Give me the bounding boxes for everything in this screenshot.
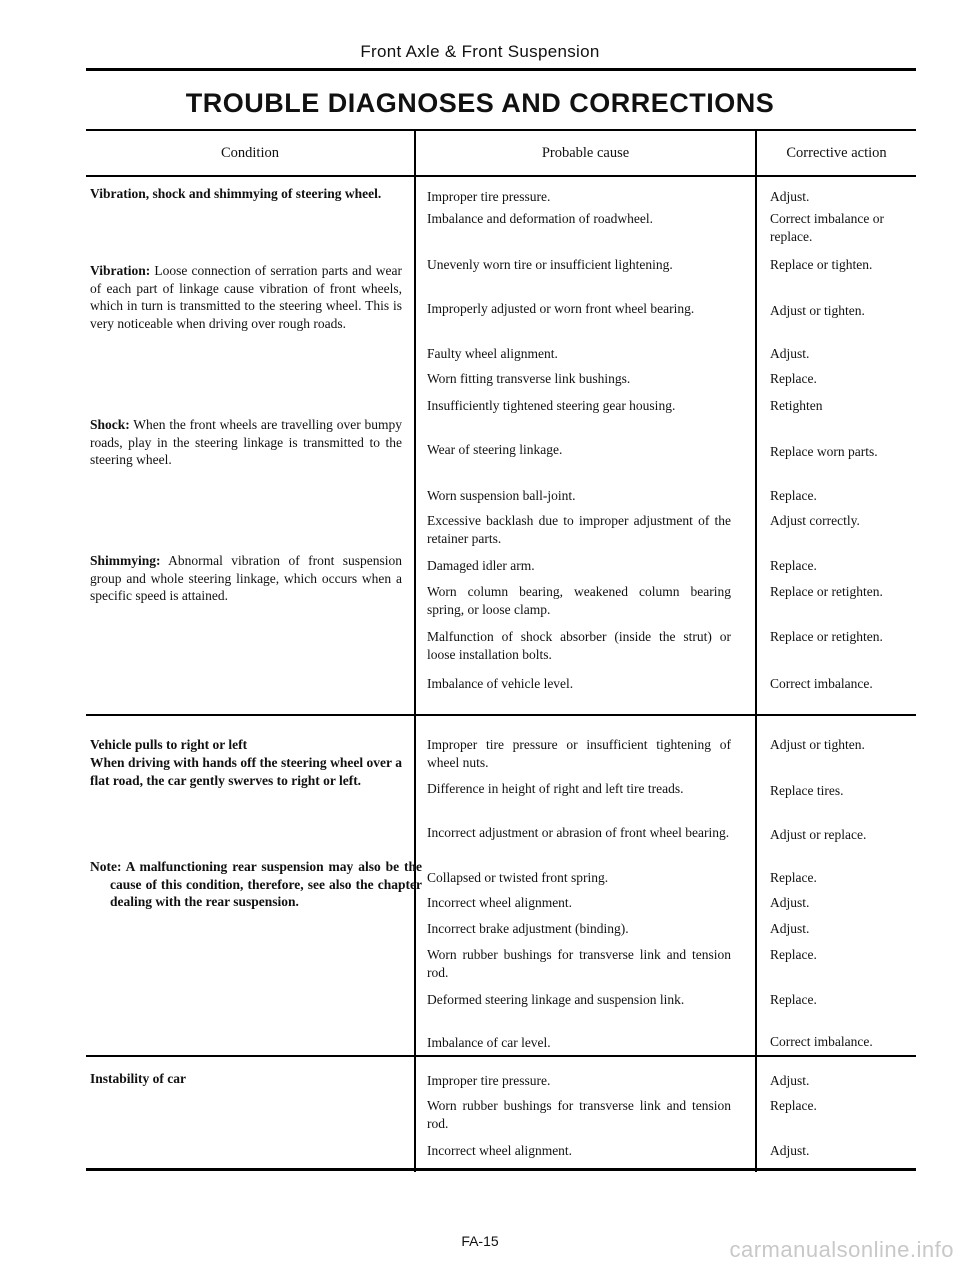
cause-row: Damaged idler arm. bbox=[427, 558, 535, 573]
condition-title-instability: Instability of car bbox=[90, 1071, 186, 1086]
cause-row: Incorrect wheel alignment. bbox=[427, 895, 573, 910]
cause-row: Unevenly worn tire or insufficient lightening. bbox=[427, 257, 673, 272]
action-row: Replace. bbox=[770, 488, 817, 503]
condition-title-vibration-shock-shimmying: Vibration, shock and shimmying of steering wheel. bbox=[90, 186, 382, 201]
cause-row: Worn fitting transverse link bushings. bbox=[427, 371, 631, 386]
action-row: Adjust. bbox=[770, 895, 810, 910]
action-row: Replace worn parts. bbox=[770, 444, 878, 459]
action-row: Adjust. bbox=[770, 1143, 810, 1158]
section-header: Front Axle & Front Suspension bbox=[360, 42, 600, 61]
condition-note-shock bbox=[90, 416, 402, 469]
table-top-rule bbox=[86, 129, 916, 131]
cause-row: Improperly adjusted or worn front wheel bearing. bbox=[427, 301, 695, 316]
cause-row: Difference in height of right and left tire treads. bbox=[427, 781, 684, 796]
cause-row: Faulty wheel alignment. bbox=[427, 346, 558, 361]
condition-title-vehicle-pulls: Vehicle pulls to right or left bbox=[90, 737, 248, 752]
cause-row: Imbalance of car level. bbox=[427, 1035, 551, 1050]
group-divider-2 bbox=[86, 1055, 916, 1057]
cause-row: Worn suspension ball-joint. bbox=[427, 488, 576, 503]
page-number: FA-15 bbox=[461, 1233, 499, 1249]
condition-note-shimmying bbox=[90, 552, 402, 605]
action-row: Correct imbalance. bbox=[770, 676, 873, 691]
action-row: Replace or retighten. bbox=[770, 629, 883, 644]
action-row: Adjust or tighten. bbox=[770, 303, 865, 318]
column-divider-2 bbox=[755, 131, 757, 1172]
action-row: Adjust. bbox=[770, 921, 810, 936]
cause-row: Insufficiently tightened steering gear housing. bbox=[427, 398, 676, 413]
action-row: Replace or tighten. bbox=[770, 257, 873, 272]
action-row: Replace. bbox=[770, 947, 817, 962]
header-bottom-rule bbox=[86, 175, 916, 177]
cause-row: Incorrect adjustment or abrasion of front wheel bearing. bbox=[427, 825, 730, 840]
cause-row: Incorrect wheel alignment. bbox=[427, 1143, 573, 1158]
note-text: When the front wheels are travelling over bumpy roads, play in the steering linkage is transmitted to the steering wheel. bbox=[90, 417, 402, 467]
page-title: TROUBLE DIAGNOSES AND CORRECTIONS bbox=[185, 88, 775, 118]
cause-row: Malfunction of shock absorber (inside the strut) or loose installation bolts. bbox=[427, 629, 731, 662]
header-rule bbox=[86, 68, 916, 71]
cause-row: Incorrect brake adjustment (binding). bbox=[427, 921, 629, 936]
action-row: Replace. bbox=[770, 371, 817, 386]
cause-row: Worn rubber bushings for transverse link and tension rod. bbox=[427, 947, 731, 980]
cause-row: Collapsed or twisted front spring. bbox=[427, 870, 609, 885]
condition-note-vibration bbox=[90, 262, 402, 332]
action-row: Adjust or replace. bbox=[770, 827, 867, 842]
action-row: Replace. bbox=[770, 558, 817, 573]
action-row: Adjust. bbox=[770, 1073, 810, 1088]
table-bottom-rule bbox=[86, 1168, 916, 1171]
column-header-corrective-action: Corrective action bbox=[786, 145, 887, 161]
column-header-probable-cause: Probable cause bbox=[541, 145, 630, 161]
cause-row: Excessive backlash due to improper adjustment of the retainer parts. bbox=[427, 513, 731, 546]
action-row: Replace. bbox=[770, 870, 817, 885]
column-divider-1 bbox=[414, 131, 416, 1172]
cause-row: Deformed steering linkage and suspension link. bbox=[427, 992, 685, 1007]
cause-row: Imbalance and deformation of roadwheel. bbox=[427, 211, 654, 226]
cause-row: Worn column bearing, weakened column bearing spring, or loose clamp. bbox=[427, 584, 731, 617]
action-row: Correct imbalance. bbox=[770, 1034, 873, 1049]
condition-note-rear-suspension: Note: A malfunctioning rear suspension may also be the cause of this condition, therefore, see also the chapter dealing with the rear suspension. bbox=[90, 859, 422, 909]
cause-row: Improper tire pressure. bbox=[427, 189, 551, 204]
group-divider-1 bbox=[86, 714, 916, 716]
action-row: Adjust. bbox=[770, 189, 810, 204]
action-row: Correct imbalance or replace. bbox=[770, 211, 884, 244]
action-row: Adjust correctly. bbox=[770, 513, 860, 528]
watermark: carmanualsonline.info bbox=[729, 1237, 954, 1262]
cause-row: Imbalance of vehicle level. bbox=[427, 676, 574, 691]
action-row: Replace or retighten. bbox=[770, 584, 883, 599]
cause-row: Worn rubber bushings for transverse link and tension rod. bbox=[427, 1098, 731, 1131]
action-row: Replace. bbox=[770, 992, 817, 1007]
column-header-condition: Condition bbox=[220, 145, 279, 161]
action-row: Retighten bbox=[770, 398, 823, 413]
note-label: Shock: bbox=[90, 417, 130, 432]
condition-description-vehicle-pulls: When driving with hands off the steering wheel over a flat road, the car gently swerves to right or left. bbox=[90, 755, 402, 788]
action-row: Replace. bbox=[770, 1098, 817, 1113]
action-row: Adjust or tighten. bbox=[770, 737, 865, 752]
note-text: Loose connection of serration parts and wear of each part of linkage cause vibration of front wheels, which in turn is transmitted to the steering wheel. This is very noticeable when driving over rough roads. bbox=[90, 263, 402, 331]
cause-row: Improper tire pressure. bbox=[427, 1073, 551, 1088]
action-row: Adjust. bbox=[770, 346, 810, 361]
cause-row: Improper tire pressure or insufficient tightening of wheel nuts. bbox=[427, 737, 731, 770]
note-label: Vibration: bbox=[90, 263, 151, 278]
cause-row: Wear of steering linkage. bbox=[427, 442, 563, 457]
note-text: Abnormal vibration of front suspension group and whole steering linkage, which occurs when a specific speed is attained. bbox=[90, 553, 402, 603]
note-label: Shimmying: bbox=[90, 553, 161, 568]
action-row: Replace tires. bbox=[770, 783, 844, 798]
